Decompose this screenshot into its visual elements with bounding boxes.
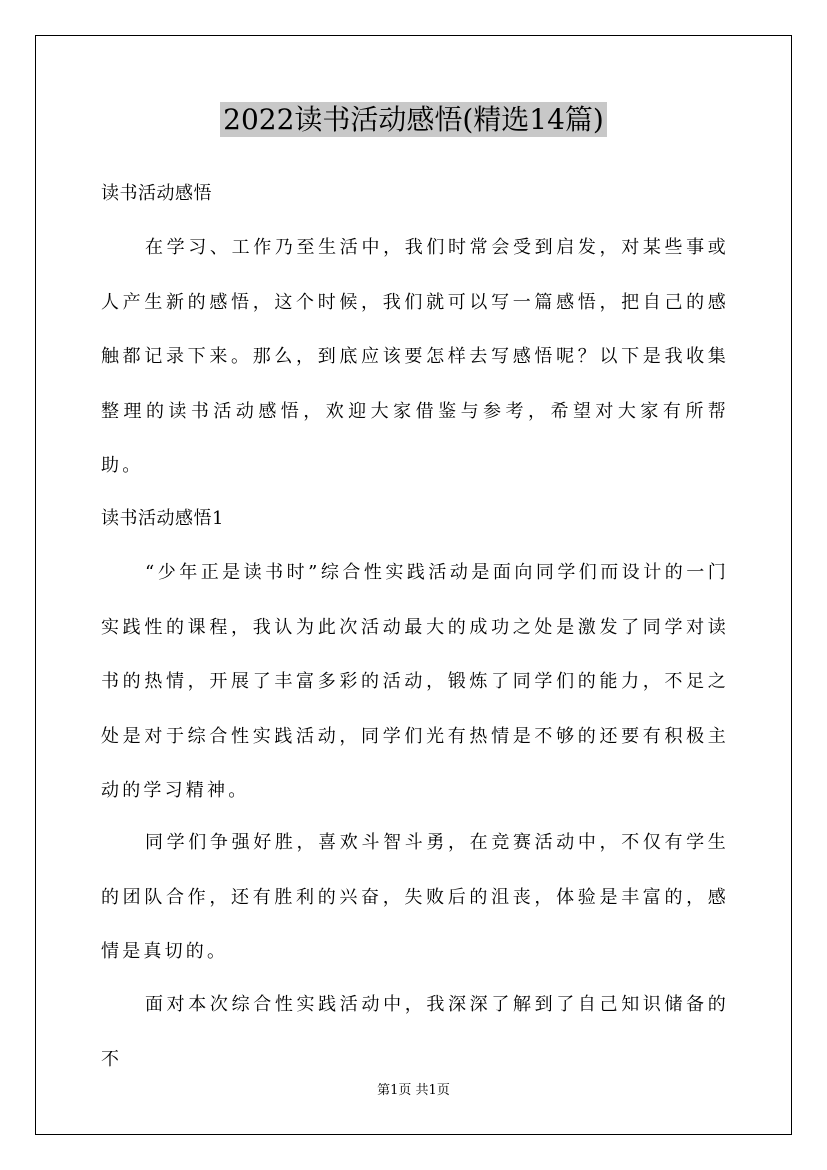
- title-text: 2022读书活动感悟(精选14篇): [220, 102, 607, 137]
- intro-heading: 读书活动感悟: [101, 183, 212, 204]
- section-heading-1: 读书活动感悟1: [101, 508, 224, 529]
- body-paragraph-3: 面对本次综合性实践活动中，我深深了解到了自己知识储备的不: [101, 994, 729, 1070]
- body-paragraph-1: “少年正是读书时”综合性实践活动是面向同学们而设计的一门实践性的课程，我认为此次活动最大的成功之处是激发了同学对读书的热情，开展了丰富多彩的活动，锻炼了同学们的能力，不足之处是对于综合性实践活动，同学们光有热情是不够的还要有积极主动的学习精神。: [101, 562, 729, 801]
- document-title: [0, 100, 827, 140]
- intro-paragraph: 在学习、工作乃至生活中，我们时常会受到启发，对某些事或人产生新的感悟，这个时候，我们就可以写一篇感悟，把自己的感触都记录下来。那么，到底应该要怎样去写感悟呢？以下是我收集整理的读书活动感悟，欢迎大家借鉴与参考，希望对大家有所帮助。: [101, 237, 729, 476]
- page-footer: 第1页 共1页: [377, 1083, 450, 1098]
- body-paragraph-2: 同学们争强好胜，喜欢斗智斗勇，在竞赛活动中，不仅有学生的团队合作，还有胜利的兴奋，失败后的沮丧，体验是丰富的，感情是真切的。: [101, 832, 729, 962]
